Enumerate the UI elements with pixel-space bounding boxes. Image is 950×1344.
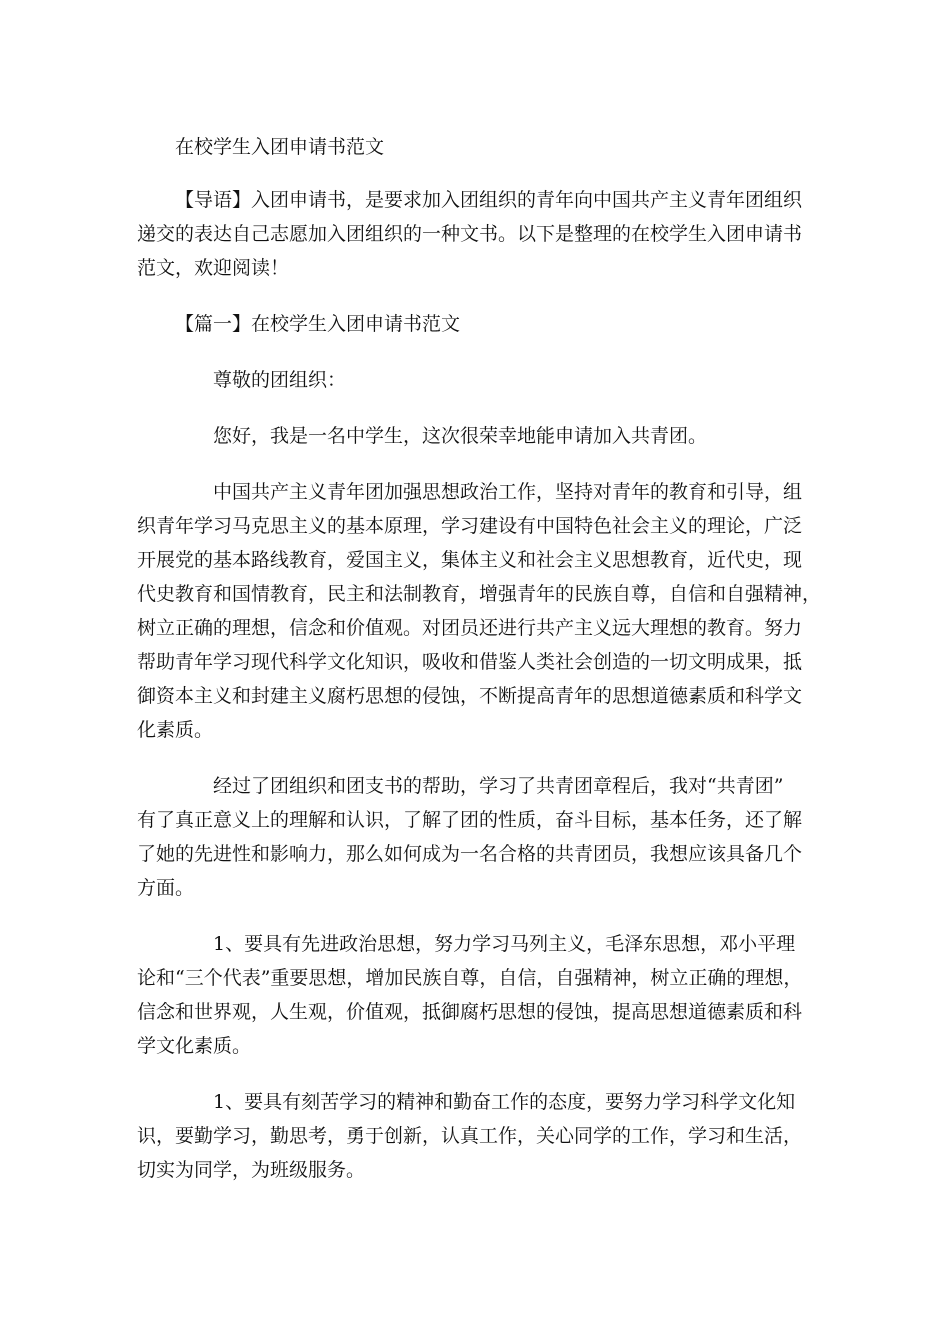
intro-paragraph xyxy=(137,183,817,285)
body-paragraph-1 xyxy=(137,475,822,747)
body-paragraph-4 xyxy=(137,1085,817,1187)
paragraph-line: 中国共产主义青年团加强思想政治工作，坚持对青年的教育和引导，组 xyxy=(213,481,803,503)
paragraph-line: 御资本主义和封建主义腐朽思想的侵蚀，不断提高青年的思想道德素质和科学文 xyxy=(137,685,803,707)
paragraph-line: 树立正确的理想，信念和价值观。对团员还进行共产主义远大理想的教育。努力 xyxy=(137,617,803,639)
intro-line: 递交的表达自己志愿加入团组织的一种文书。以下是整理的在校学生入团申请书 xyxy=(137,223,803,245)
paragraph-line: 织青年学习马克思主义的基本原理，学习建设有中国特色社会主义的理论，广泛 xyxy=(137,515,803,537)
paragraph-line: 化素质。 xyxy=(137,719,214,741)
paragraph-line: 识，要勤学习，勤思考，勇于创新，认真工作，关心同学的工作，学习和生活， xyxy=(137,1125,803,1147)
intro-line: 范文，欢迎阅读！ xyxy=(137,257,290,279)
greeting: 您好，我是一名中学生，这次很荣幸地能申请加入共青团。 xyxy=(213,425,708,447)
body-paragraph-3 xyxy=(137,927,817,1063)
paragraph-line: 经过了团组织和团支书的帮助，学习了共青团章程后，我对“共青团” xyxy=(213,775,784,797)
section-heading: 【篇一】在校学生入团申请书范文 xyxy=(175,313,461,335)
paragraph-line: 了她的先进性和影响力，那么如何成为一名合格的共青团员，我想应该具备几个 xyxy=(137,843,803,865)
body-paragraph-2 xyxy=(137,769,817,905)
paragraph-line: 切实为同学，为班级服务。 xyxy=(137,1159,366,1181)
paragraph-line: 有了真正意义上的理解和认识，了解了团的性质，奋斗目标，基本任务，还了解 xyxy=(137,809,803,831)
paragraph-line: 帮助青年学习现代科学文化知识，吸收和借鉴人类社会创造的一切文明成果，抵 xyxy=(137,651,803,673)
paragraph-line: 1、要具有先进政治思想，努力学习马列主义，毛泽东思想，邓小平理 xyxy=(213,933,796,955)
paragraph-line: 代史教育和国情教育，民主和法制教育，增强青年的民族自尊，自信和自强精神， xyxy=(137,583,822,605)
paragraph-line: 学文化素质。 xyxy=(137,1035,252,1057)
paragraph-line: 论和“三个代表”重要思想，增加民族自尊，自信，自强精神，树立正确的理想， xyxy=(137,967,803,989)
paragraph-line: 1、要具有刻苦学习的精神和勤奋工作的态度，要努力学习科学文化知 xyxy=(213,1091,796,1113)
document-title: 在校学生入团申请书范文 xyxy=(175,136,385,158)
paragraph-line: 方面。 xyxy=(137,877,195,899)
document-page xyxy=(137,130,822,1187)
paragraph-line: 信念和世界观，人生观，价值观，抵御腐朽思想的侵蚀，提高思想道德素质和科 xyxy=(137,1001,803,1023)
intro-line: 【导语】入团申请书，是要求加入团组织的青年向中国共产主义青年团组织 xyxy=(175,189,803,211)
salutation: 尊敬的团组织： xyxy=(213,369,347,391)
paragraph-line: 开展党的基本路线教育，爱国主义，集体主义和社会主义思想教育，近代史，现 xyxy=(137,549,803,571)
